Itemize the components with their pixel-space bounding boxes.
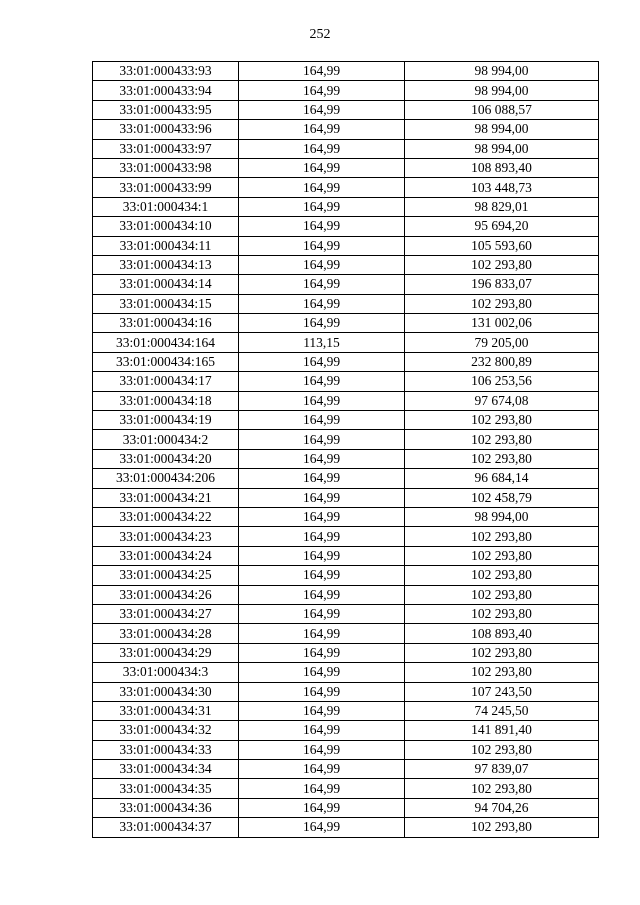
cadastral-number-cell: 33:01:000434:33 — [93, 740, 239, 759]
cadastral-number-cell: 33:01:000434:164 — [93, 333, 239, 352]
rate-cell: 164,99 — [239, 139, 405, 158]
cadastral-number-cell: 33:01:000434:165 — [93, 352, 239, 371]
rate-cell: 164,99 — [239, 488, 405, 507]
rate-cell: 164,99 — [239, 217, 405, 236]
value-cell: 97 839,07 — [405, 760, 599, 779]
cadastral-number-cell: 33:01:000434:206 — [93, 469, 239, 488]
cadastral-number-cell: 33:01:000434:2 — [93, 430, 239, 449]
cadastral-number-cell: 33:01:000434:11 — [93, 236, 239, 255]
cadastral-number-cell: 33:01:000434:37 — [93, 818, 239, 837]
value-cell: 102 293,80 — [405, 740, 599, 759]
table-row — [93, 391, 599, 410]
rate-cell: 164,99 — [239, 566, 405, 585]
value-cell: 98 994,00 — [405, 120, 599, 139]
value-cell: 108 893,40 — [405, 624, 599, 643]
rate-cell: 164,99 — [239, 352, 405, 371]
cadastral-number-cell: 33:01:000434:10 — [93, 217, 239, 236]
rate-cell: 164,99 — [239, 624, 405, 643]
rate-cell: 164,99 — [239, 81, 405, 100]
table-row — [93, 721, 599, 740]
rate-cell: 164,99 — [239, 178, 405, 197]
table-row — [93, 469, 599, 488]
rate-cell: 164,99 — [239, 197, 405, 216]
value-cell: 102 458,79 — [405, 488, 599, 507]
value-cell: 102 293,80 — [405, 449, 599, 468]
table-row — [93, 430, 599, 449]
value-cell: 79 205,00 — [405, 333, 599, 352]
cadastral-number-cell: 33:01:000433:95 — [93, 100, 239, 119]
value-cell: 98 994,00 — [405, 62, 599, 81]
cadastral-number-cell: 33:01:000434:15 — [93, 294, 239, 313]
cadastral-number-cell: 33:01:000434:28 — [93, 624, 239, 643]
table-row — [93, 197, 599, 216]
table-row — [93, 546, 599, 565]
cadastral-number-cell: 33:01:000434:25 — [93, 566, 239, 585]
rate-cell: 164,99 — [239, 546, 405, 565]
table-row — [93, 740, 599, 759]
value-cell: 97 674,08 — [405, 391, 599, 410]
rate-cell: 164,99 — [239, 411, 405, 430]
value-cell: 232 800,89 — [405, 352, 599, 371]
cadastral-number-cell: 33:01:000434:30 — [93, 682, 239, 701]
rate-cell: 164,99 — [239, 818, 405, 837]
table-row — [93, 333, 599, 352]
rate-cell: 164,99 — [239, 391, 405, 410]
table-row — [93, 585, 599, 604]
rate-cell: 164,99 — [239, 527, 405, 546]
value-cell: 102 293,80 — [405, 546, 599, 565]
cadastral-number-cell: 33:01:000434:35 — [93, 779, 239, 798]
rate-cell: 164,99 — [239, 100, 405, 119]
value-cell: 141 891,40 — [405, 721, 599, 740]
value-cell: 131 002,06 — [405, 314, 599, 333]
cadastral-number-cell: 33:01:000433:99 — [93, 178, 239, 197]
value-cell: 102 293,80 — [405, 430, 599, 449]
rate-cell: 164,99 — [239, 507, 405, 526]
rate-cell: 164,99 — [239, 643, 405, 662]
rate-cell: 164,99 — [239, 585, 405, 604]
table-row — [93, 81, 599, 100]
cadastral-number-cell: 33:01:000434:3 — [93, 663, 239, 682]
value-cell: 103 448,73 — [405, 178, 599, 197]
table-row — [93, 566, 599, 585]
cadastral-number-cell: 33:01:000434:17 — [93, 372, 239, 391]
cadastral-number-cell: 33:01:000433:93 — [93, 62, 239, 81]
value-cell: 102 293,80 — [405, 663, 599, 682]
rate-cell: 164,99 — [239, 372, 405, 391]
value-cell: 74 245,50 — [405, 701, 599, 720]
table-row — [93, 139, 599, 158]
cadastral-number-cell: 33:01:000434:18 — [93, 391, 239, 410]
cadastral-number-cell: 33:01:000434:13 — [93, 255, 239, 274]
cadastral-number-cell: 33:01:000434:22 — [93, 507, 239, 526]
table-body — [93, 62, 599, 838]
cadastral-number-cell: 33:01:000434:16 — [93, 314, 239, 333]
rate-cell: 164,99 — [239, 798, 405, 817]
cadastral-number-cell: 33:01:000434:21 — [93, 488, 239, 507]
table-row — [93, 643, 599, 662]
rate-cell: 164,99 — [239, 779, 405, 798]
cadastral-number-cell: 33:01:000434:24 — [93, 546, 239, 565]
cadastral-number-cell: 33:01:000434:26 — [93, 585, 239, 604]
table-row — [93, 294, 599, 313]
cadastral-number-cell: 33:01:000434:34 — [93, 760, 239, 779]
cadastral-number-cell: 33:01:000434:19 — [93, 411, 239, 430]
table-row — [93, 701, 599, 720]
rate-cell: 164,99 — [239, 604, 405, 623]
table-row — [93, 100, 599, 119]
rate-cell: 164,99 — [239, 158, 405, 177]
cadastral-number-cell: 33:01:000434:32 — [93, 721, 239, 740]
rate-cell: 164,99 — [239, 120, 405, 139]
rate-cell: 164,99 — [239, 255, 405, 274]
rate-cell: 164,99 — [239, 701, 405, 720]
cadastral-number-cell: 33:01:000434:27 — [93, 604, 239, 623]
value-cell: 102 293,80 — [405, 566, 599, 585]
rate-cell: 164,99 — [239, 62, 405, 81]
cadastral-number-cell: 33:01:000434:20 — [93, 449, 239, 468]
value-cell: 106 088,57 — [405, 100, 599, 119]
value-cell: 102 293,80 — [405, 643, 599, 662]
value-cell: 196 833,07 — [405, 275, 599, 294]
rate-cell: 164,99 — [239, 469, 405, 488]
table-row — [93, 527, 599, 546]
table-row — [93, 507, 599, 526]
table-row — [93, 236, 599, 255]
cadastral-number-cell: 33:01:000434:1 — [93, 197, 239, 216]
cadastral-number-cell: 33:01:000434:31 — [93, 701, 239, 720]
cadastral-number-cell: 33:01:000434:29 — [93, 643, 239, 662]
rate-cell: 164,99 — [239, 314, 405, 333]
value-cell: 102 293,80 — [405, 779, 599, 798]
value-cell: 106 253,56 — [405, 372, 599, 391]
value-cell: 98 994,00 — [405, 507, 599, 526]
table-row — [93, 604, 599, 623]
table-row — [93, 372, 599, 391]
table-row — [93, 178, 599, 197]
value-cell: 107 243,50 — [405, 682, 599, 701]
rate-cell: 164,99 — [239, 236, 405, 255]
value-cell: 94 704,26 — [405, 798, 599, 817]
value-cell: 102 293,80 — [405, 585, 599, 604]
cadastral-number-cell: 33:01:000433:97 — [93, 139, 239, 158]
table-row — [93, 449, 599, 468]
table-row — [93, 624, 599, 643]
rate-cell: 164,99 — [239, 663, 405, 682]
value-cell: 108 893,40 — [405, 158, 599, 177]
value-cell: 102 293,80 — [405, 818, 599, 837]
table-row — [93, 663, 599, 682]
table-row — [93, 352, 599, 371]
value-cell: 102 293,80 — [405, 294, 599, 313]
rate-cell: 164,99 — [239, 430, 405, 449]
table-row — [93, 488, 599, 507]
cadastral-value-table — [92, 61, 599, 838]
table-row — [93, 275, 599, 294]
table-row — [93, 120, 599, 139]
rate-cell: 164,99 — [239, 721, 405, 740]
rate-cell: 113,15 — [239, 333, 405, 352]
table-row — [93, 158, 599, 177]
rate-cell: 164,99 — [239, 760, 405, 779]
cadastral-number-cell: 33:01:000434:23 — [93, 527, 239, 546]
value-cell: 96 684,14 — [405, 469, 599, 488]
table-row — [93, 314, 599, 333]
value-cell: 95 694,20 — [405, 217, 599, 236]
cadastral-number-cell: 33:01:000434:14 — [93, 275, 239, 294]
value-cell: 102 293,80 — [405, 411, 599, 430]
value-cell: 105 593,60 — [405, 236, 599, 255]
page-number: 252 — [309, 27, 331, 42]
table-row — [93, 411, 599, 430]
value-cell: 102 293,80 — [405, 527, 599, 546]
rate-cell: 164,99 — [239, 294, 405, 313]
cadastral-number-cell: 33:01:000433:96 — [93, 120, 239, 139]
rate-cell: 164,99 — [239, 740, 405, 759]
table-row — [93, 779, 599, 798]
table-row — [93, 798, 599, 817]
rate-cell: 164,99 — [239, 275, 405, 294]
value-cell: 98 829,01 — [405, 197, 599, 216]
table-row — [93, 818, 599, 837]
value-cell: 102 293,80 — [405, 255, 599, 274]
table-row — [93, 62, 599, 81]
rate-cell: 164,99 — [239, 682, 405, 701]
table-row — [93, 255, 599, 274]
rate-cell: 164,99 — [239, 449, 405, 468]
table-row — [93, 760, 599, 779]
cadastral-number-cell: 33:01:000434:36 — [93, 798, 239, 817]
table-row — [93, 682, 599, 701]
cadastral-number-cell: 33:01:000433:98 — [93, 158, 239, 177]
value-cell: 98 994,00 — [405, 81, 599, 100]
value-cell: 98 994,00 — [405, 139, 599, 158]
cadastral-number-cell: 33:01:000433:94 — [93, 81, 239, 100]
table-row — [93, 217, 599, 236]
value-cell: 102 293,80 — [405, 604, 599, 623]
